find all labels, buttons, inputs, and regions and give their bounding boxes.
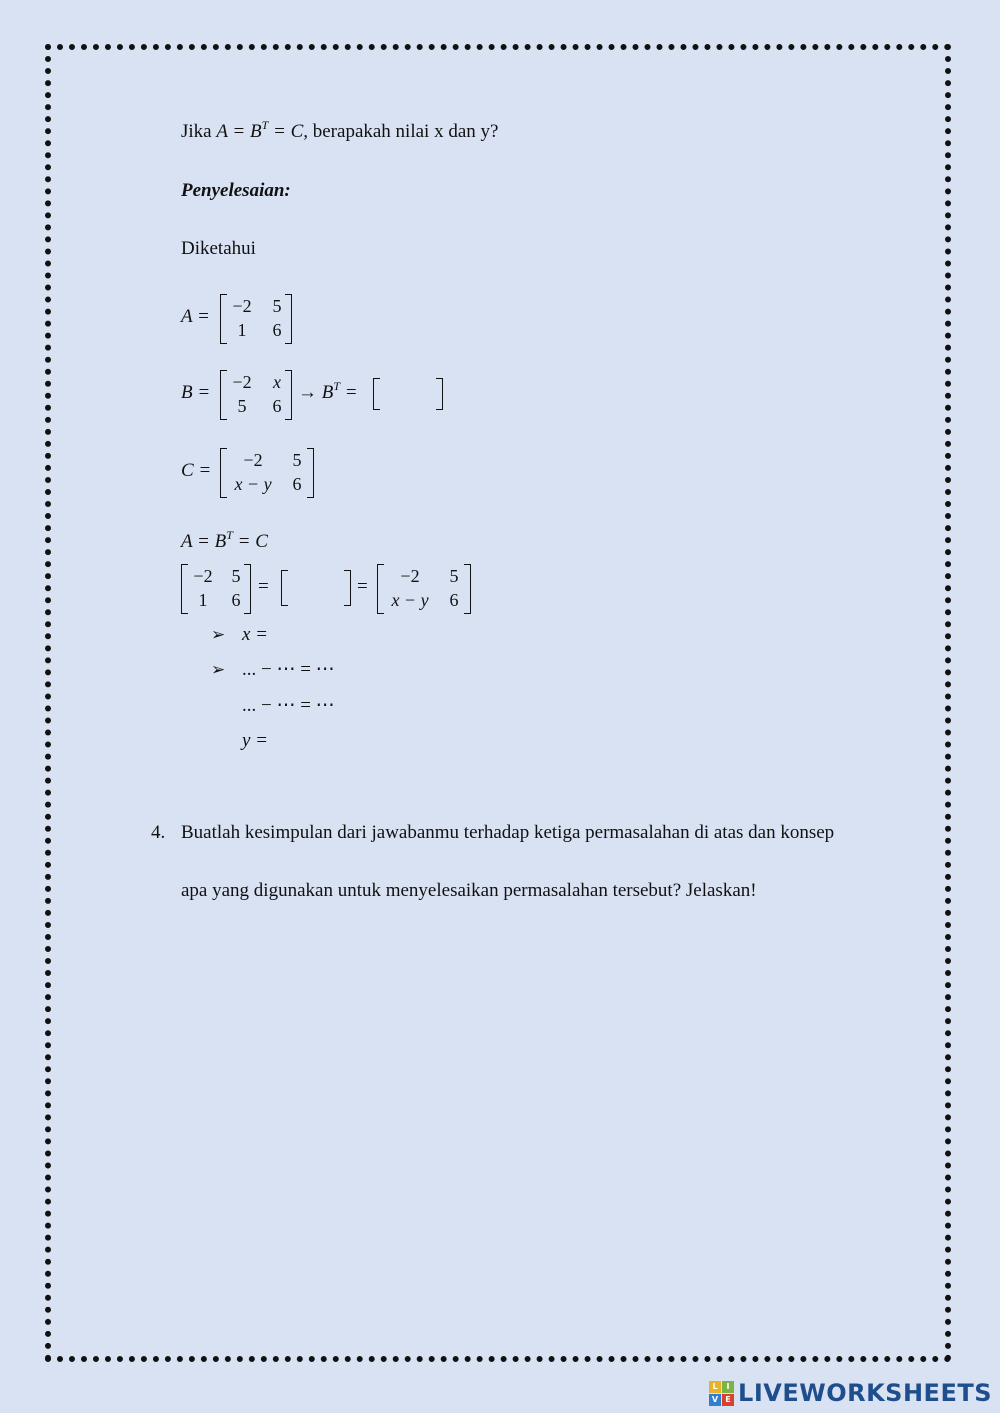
matrix-cell: −2 — [232, 372, 252, 392]
matrix-c — [220, 448, 314, 498]
matrix-c-label: C = — [181, 460, 212, 481]
matrix-b-transpose-label: → $B^T$ = — [298, 379, 358, 403]
matrix-cell: −2 — [193, 566, 213, 586]
known-heading: Diketahui — [181, 238, 256, 259]
item-4-line-1: Buatlah kesimpulan dari jawabanmu terhadap ketiga permasalahan di atas dan konsep — [181, 822, 835, 843]
y-answer-line: y = — [242, 730, 269, 751]
matrix-cell: 5 — [272, 296, 282, 316]
matrix-b-label: B = — [181, 382, 211, 403]
question-line — [181, 118, 499, 143]
matrix-cell: 6 — [231, 590, 241, 610]
matrix-cell: x − y — [234, 474, 272, 494]
matrix-cell: −2 — [243, 450, 263, 470]
matrix-cell: 1 — [198, 590, 208, 610]
matrix-a-label: A = — [181, 306, 210, 327]
equality-blank-matrix[interactable] — [281, 570, 351, 606]
matrix-cell: 6 — [292, 474, 302, 494]
step-line-1: ... − ⋯ = ⋯ — [242, 659, 335, 680]
equals-sign: = — [258, 576, 269, 597]
matrix-cell: 5 — [237, 396, 247, 416]
matrix-cell: 6 — [272, 320, 282, 340]
equality-line: $A = B^T = C$ — [181, 528, 268, 552]
matrix-cell: 6 — [449, 590, 459, 610]
matrix-cell: 5 — [231, 566, 241, 586]
logo-squares-icon: L I V E — [709, 1381, 734, 1406]
step-line-2: ... − ⋯ = ⋯ — [242, 695, 335, 716]
item-4-line-2: apa yang digunakan untuk menyelesaikan permasalahan tersebut? Jelaskan! — [181, 880, 757, 901]
matrix-cell: 5 — [449, 566, 459, 586]
matrix-cell: 1 — [237, 320, 247, 340]
matrix-cell: x − y — [391, 590, 429, 610]
solution-heading: Penyelesaian: — [181, 180, 291, 201]
question-equation: $A = B^T = C$, — [216, 118, 308, 142]
equals-sign: = — [357, 576, 368, 597]
matrix-bt-blank[interactable] — [373, 378, 443, 410]
question-prefix: Jika — [181, 121, 212, 142]
item-4-number: 4. — [151, 822, 166, 843]
equality-right-matrix — [377, 564, 471, 614]
matrix-cell: −2 — [400, 566, 420, 586]
matrix-cell: 5 — [292, 450, 302, 470]
x-answer-line: x = — [242, 624, 269, 645]
arrow-bullet-icon: ➢ — [211, 660, 226, 679]
matrix-cell: 6 — [272, 396, 282, 416]
logo-text: LIVEWORKSHEETS — [738, 1379, 992, 1407]
equality-left-matrix — [181, 564, 251, 614]
liveworksheets-logo — [709, 1379, 992, 1407]
matrix-a — [220, 294, 292, 344]
matrix-cell: −2 — [232, 296, 252, 316]
question-suffix: berapakah nilai x dan y? — [308, 121, 499, 142]
arrow-bullet-icon: ➢ — [211, 625, 226, 644]
matrix-b — [220, 370, 292, 420]
matrix-cell: x — [273, 372, 281, 392]
